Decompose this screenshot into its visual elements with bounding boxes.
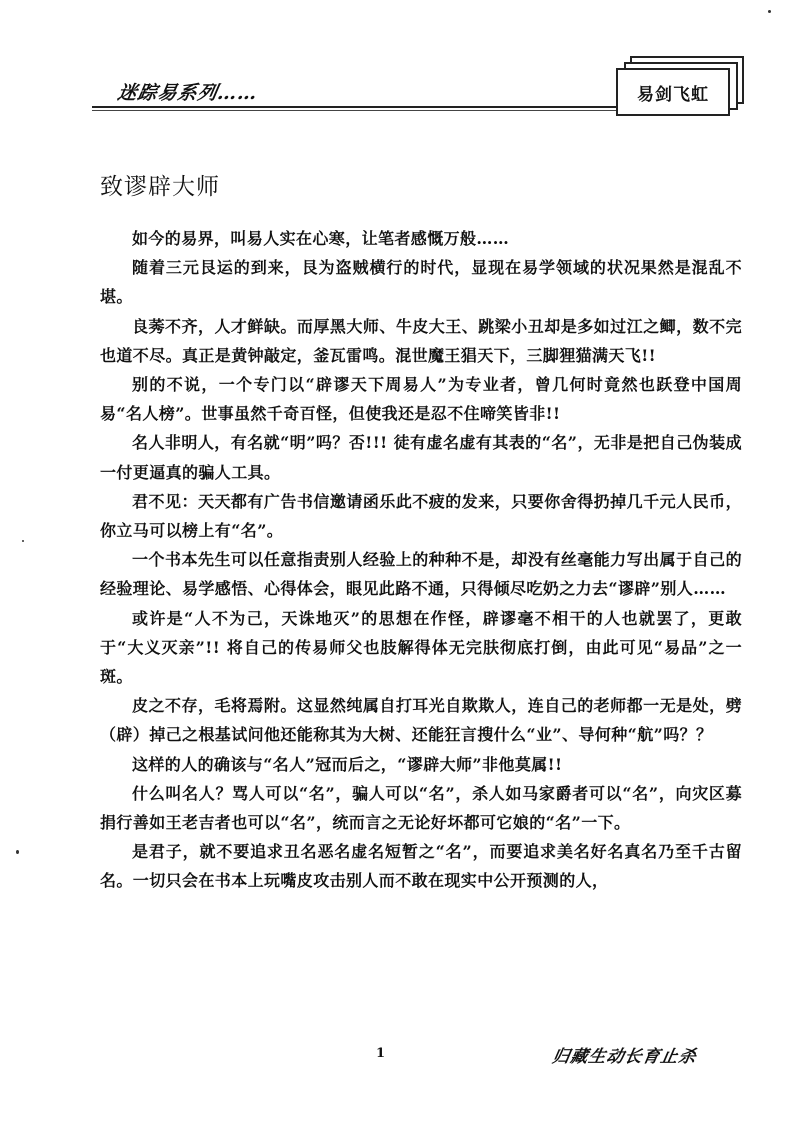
scan-speck <box>16 850 19 854</box>
scan-speck <box>22 540 24 542</box>
paragraph: 别的不说，一个专门以“辟谬天下周易人”为专业者，曾几何时竟然也跃登中国周易“名人榜”。世事虽然千奇百怪，但使我还是忍不住啼笑皆非!! <box>100 375 742 424</box>
scan-speck <box>768 10 771 13</box>
header-badge <box>616 56 746 116</box>
article-title: 致谬辟大师 <box>100 174 220 200</box>
page-number: 1 <box>376 1046 386 1061</box>
paragraph: 皮之不存，毛将焉附。这显然纯属自打耳光自欺欺人，连自己的老师都一无是处，劈（辟）掉己之根基试问他还能称其为大树、还能狂言搜什么“业”、导何种“航”吗？？ <box>100 696 742 745</box>
paragraph: 什么叫名人？骂人可以“名”，骗人可以“名”，杀人如马家爵者可以“名”，向灾区募捐行善如王老吉者也可以“名”，统而言之无论好坏都可它娘的“名”一下。 <box>100 783 742 833</box>
paragraph: 随着三元艮运的到来，艮为盗贼横行的时代，显现在易学领域的状况果然是混乱不堪。 <box>100 258 742 307</box>
footer-motto: 归藏生动长育止杀 <box>550 1047 699 1067</box>
paragraph: 君不见：天天都有广告书信邀请函乐此不疲的发来，只要你舍得扔掉几千元人民币，你立马可以榜上有“名”。 <box>100 491 742 541</box>
paragraph: 如今的易界，叫易人实在心寒，让笔者感慨万般…… <box>132 229 510 248</box>
paragraph: 是君子，就不要追求丑名恶名虚名短暂之“名”，而要追求美名好名真名乃至千古留名。一切只会在书本上玩嘴皮攻击别人而不敢在现实中公开预测的人， <box>100 842 742 891</box>
series-title: 迷踪易系列…… <box>115 82 260 104</box>
paragraph: 一个书本先生可以任意指责别人经验上的种种不是，却没有丝毫能力写出属于自己的经验理论、易学感悟、心得体会，眼见此路不通，只得倾尽吃奶之力去“谬辟”别人…… <box>100 550 742 599</box>
article-body <box>100 224 742 896</box>
paragraph: 或许是“人不为己，天诛地灭”的思想在作怪，辟谬毫不相干的人也就罢了，更敢于“大义灭亲”!! 将自己的传易师父也肢解得体无完肤彻底打倒，由此可见“易品”之一斑。 <box>100 608 742 687</box>
badge-label: 易剑飞虹 <box>637 84 709 105</box>
badge-front-card <box>616 68 730 116</box>
paragraph: 良莠不齐，人才鲜缺。而厚黑大师、牛皮大王、跳梁小丑却是多如过江之鲫，数不完也道不尽。真正是黄钟敲定，釜瓦雷鸣。混世魔王猖天下，三脚狸猫满天飞!! <box>100 316 742 365</box>
paragraph: 这样的人的确该与“名人”冠而后之，“谬辟大师”非他莫属!! <box>132 754 563 774</box>
paragraph: 名人非明人，有名就“明”吗？否!!! 徒有虚名虚有其表的“名”，无非是把自己伪装成一付更逼真的骗人工具。 <box>100 433 742 482</box>
